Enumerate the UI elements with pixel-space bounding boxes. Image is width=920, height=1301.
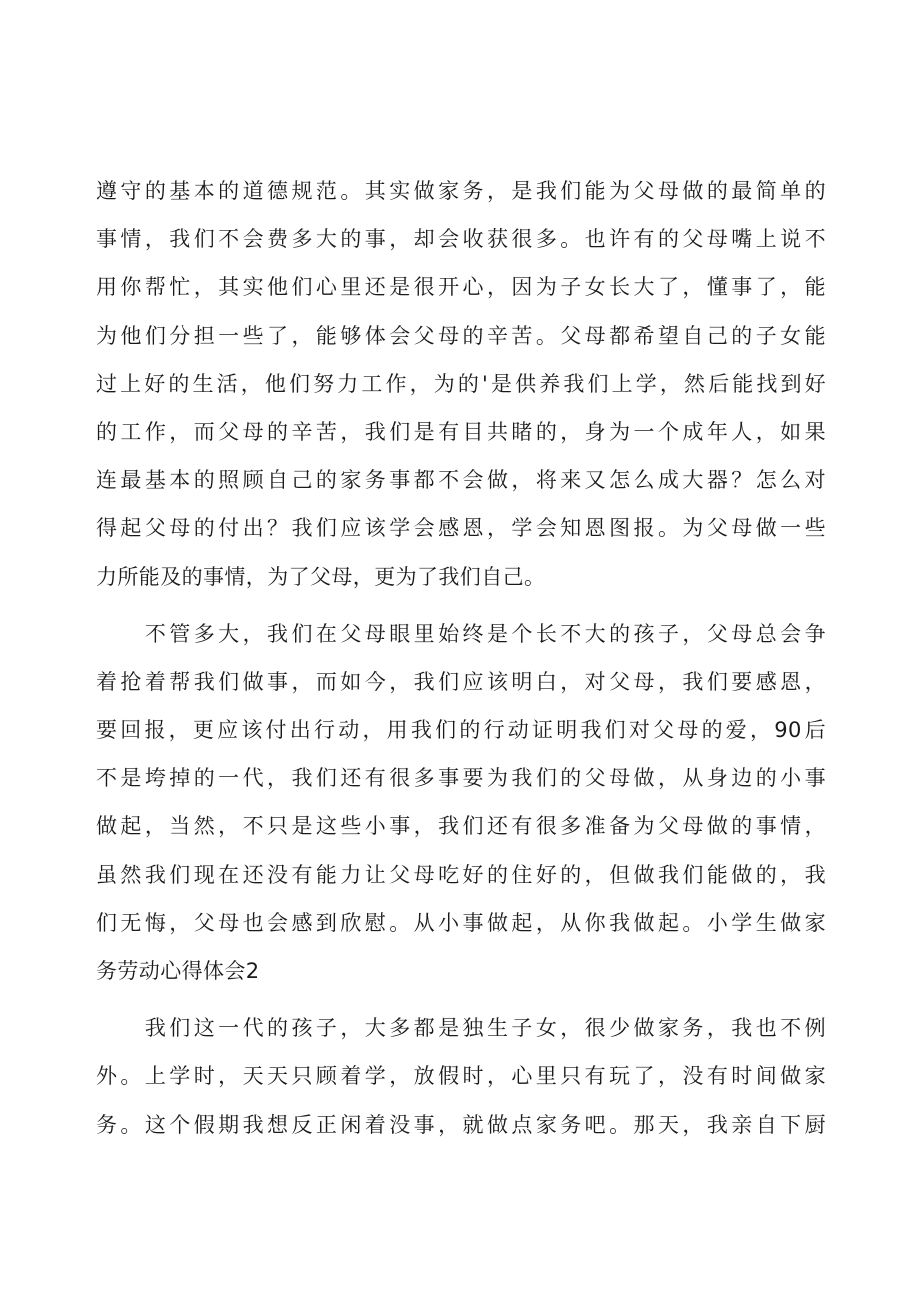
text-line: 务劳动心得体会2 — [96, 959, 260, 983]
text-line: 务。这个假期我想反正闲着没事，就做点家务吧。那天，我亲自下厨 — [96, 1112, 826, 1137]
text-line: 过上好的生活，他们努力工作，为的'是供养我们上学，然后能找到好 — [96, 371, 826, 396]
text-line: 外。上学时，天天只顾着学，放假时，心里只有玩了，没有时间做家 — [96, 1064, 826, 1089]
text-line: 为他们分担一些了，能够体会父母的辛苦。父母都希望自己的子女能 — [96, 323, 826, 348]
text-line: 们无悔，父母也会感到欣慰。从小事做起，从你我做起。小学生做家 — [96, 910, 826, 935]
paragraph-gap — [96, 995, 826, 1004]
text-line: 遵守的基本的道德规范。其实做家务，是我们能为父母做的最简单的 — [96, 179, 826, 203]
paragraph — [96, 167, 826, 601]
text-line: 连最基本的照顾自己的家务事都不会做，将来又怎么成大器？怎么对 — [96, 468, 826, 493]
text-line: 用你帮忙，其实他们心里还是很开心，因为子女长大了，懂事了，能 — [96, 275, 826, 300]
text-line: 要回报，更应该付出行动，用我们的行动证明我们对父母的爱，90后 — [96, 718, 826, 743]
document-body — [96, 167, 826, 1149]
text-line: 的工作，而父母的辛苦，我们是有目共睹的，身为一个成年人，如果 — [96, 419, 826, 444]
paragraph — [96, 610, 826, 996]
text-line: 虽然我们现在还没有能力让父母吃好的住好的，但做我们能做的，我 — [96, 862, 826, 887]
text-line: 力所能及的事情，为了父母，更为了我们自己。 — [96, 564, 546, 589]
text-line: 不是垮掉的一代，我们还有很多事要为我们的父母做，从身边的小事 — [96, 766, 826, 791]
text-line: 事情，我们不会费多大的事，却会收获很多。也许有的父母嘴上说不 — [96, 227, 826, 252]
text-line: 得起父母的付出？我们应该学会感恩，学会知恩图报。为父母做一些 — [96, 516, 826, 541]
text-line: 我们这一代的孩子，大多都是独生子女，很少做家务，我也不例 — [96, 1016, 826, 1041]
paragraph-gap — [96, 601, 826, 610]
text-line: 着抢着帮我们做事，而如今，我们应该明白，对父母，我们要感恩， — [96, 669, 826, 694]
text-line: 不管多大，我们在父母眼里始终是个长不大的孩子，父母总会争 — [96, 621, 826, 646]
paragraph — [96, 1004, 826, 1149]
text-line: 做起，当然，不只是这些小事，我们还有很多准备为父母做的事情， — [96, 814, 826, 839]
